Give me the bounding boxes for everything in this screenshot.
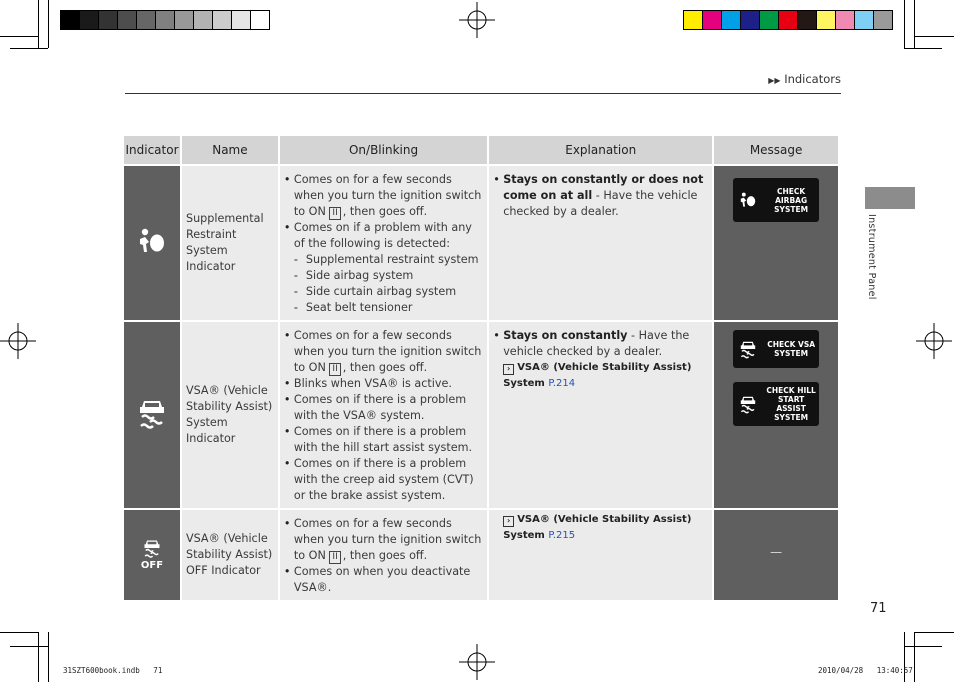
name-cell — [182, 166, 278, 320]
cross-reference[interactable]: › VSA® (Vehicle Stability Assist) System P.215 — [503, 514, 692, 541]
crop-mark — [914, 36, 954, 37]
color-swatch — [702, 10, 722, 30]
breadcrumb-arrows-icon: ▶▶ — [768, 76, 781, 85]
gray-color-bar — [60, 10, 269, 30]
list-item: • Comes on for a few seconds when you turn the ignition switch to ON II , then goes off. — [294, 516, 483, 564]
color-swatch — [816, 10, 836, 30]
color-swatch — [117, 10, 137, 30]
color-swatch — [136, 10, 156, 30]
list-item: • Blinks when VSA® is active. — [294, 376, 483, 392]
color-swatch — [854, 10, 874, 30]
explanation-cell — [489, 322, 712, 508]
color-swatch — [193, 10, 213, 30]
vsa-icon — [733, 339, 763, 359]
header-divider — [125, 93, 841, 94]
message-text: CHECK AIRBAG SYSTEM — [774, 186, 809, 214]
vsa-icon — [137, 419, 167, 432]
list-item: • Stays on constantly - Have the vehicle checked by a dealer. — [503, 328, 708, 360]
registration-mark-icon — [459, 2, 495, 38]
list-item: • Stays on constantly or does not come on at all - Have the vehicle checked by a dealer. — [503, 172, 708, 220]
message-cell — [714, 166, 838, 320]
crop-mark — [904, 0, 905, 48]
breadcrumb-label: Indicators — [784, 72, 841, 86]
message-display — [733, 330, 819, 368]
print-slug-file: 31SZT600book.indb 71 — [63, 666, 163, 675]
color-swatch — [98, 10, 118, 30]
color-swatch — [778, 10, 798, 30]
indicator-cell — [124, 166, 180, 320]
color-swatch — [60, 10, 80, 30]
table-row — [124, 322, 838, 508]
crop-mark — [38, 632, 39, 682]
name-cell — [182, 322, 278, 508]
crop-mark — [904, 48, 942, 49]
crop-mark — [914, 632, 954, 633]
off-label: OFF — [140, 559, 164, 571]
message-display — [733, 178, 819, 222]
print-slug-timestamp: 2010/04/28 13:40:57 — [818, 666, 913, 675]
ignition-key-icon: II — [329, 551, 340, 564]
list-item: - Side curtain airbag system — [306, 284, 483, 300]
list-item: - Side airbag system — [306, 268, 483, 284]
table-header-row — [124, 136, 838, 164]
crop-mark — [914, 0, 915, 48]
list-item: • Comes on if a problem with any of the following is detected: - Supplemental restraint system - Side airbag system - Side curtain airbag system - Seat belt tensioner — [294, 220, 483, 316]
list-item: • Comes on if there is a problem with the VSA® system. — [294, 392, 483, 424]
indicator-cell — [124, 322, 180, 508]
indicator-name: VSA® (Vehicle Stability Assist) OFF Indicator — [185, 532, 273, 577]
ignition-key-icon: II — [329, 207, 340, 220]
crop-mark — [0, 632, 38, 633]
ignition-key-icon: II — [329, 363, 340, 376]
message-text: CHECK HILL START ASSIST SYSTEM — [766, 386, 816, 422]
crop-mark — [914, 632, 915, 682]
table-row — [124, 510, 838, 600]
airbag-icon — [733, 191, 763, 209]
color-swatch — [797, 10, 817, 30]
vsa-icon — [733, 394, 763, 414]
indicator-name: Supplemental Restraint System Indicator — [185, 212, 264, 273]
crop-mark — [48, 0, 49, 48]
reference-arrow-icon: › — [503, 364, 514, 375]
process-color-bar — [683, 10, 892, 30]
explanation-cell — [489, 166, 712, 320]
crop-mark — [10, 646, 48, 647]
color-swatch — [721, 10, 741, 30]
crop-mark — [0, 36, 38, 37]
header-explanation: Explanation — [489, 136, 712, 164]
vsa-off-icon — [141, 538, 163, 571]
message-cell — [714, 322, 838, 508]
list-item: • Comes on if there is a problem with the hill start assist system. — [294, 424, 483, 456]
indicator-table — [122, 134, 840, 602]
crop-mark — [48, 632, 49, 682]
crop-mark — [904, 646, 942, 647]
color-swatch — [873, 10, 893, 30]
color-swatch — [212, 10, 232, 30]
explanation-cell — [489, 510, 712, 600]
crop-mark — [38, 0, 39, 48]
list-item: • Comes on if there is a problem with the creep aid system (CVT) or the brake assist system. — [294, 456, 483, 504]
header-on-blinking: On/Blinking — [280, 136, 487, 164]
color-swatch — [174, 10, 194, 30]
indicator-name: VSA® (Vehicle Stability Assist) System Indicator — [185, 384, 273, 445]
section-tab[interactable] — [865, 187, 915, 209]
message-cell — [714, 510, 838, 600]
list-item: • Comes on for a few seconds when you turn the ignition switch to ON II , then goes off. — [294, 328, 483, 376]
table-row — [124, 166, 838, 320]
color-swatch — [683, 10, 703, 30]
header-message: Message — [714, 136, 838, 164]
registration-mark-icon — [0, 323, 36, 359]
header-indicator: Indicator — [124, 136, 180, 164]
page-number: 71 — [870, 601, 887, 616]
color-swatch — [155, 10, 175, 30]
crop-mark — [10, 48, 48, 49]
message-text: CHECK VSA SYSTEM — [767, 340, 816, 358]
registration-mark-icon — [459, 644, 495, 680]
list-item: - Supplemental restraint system — [306, 252, 483, 268]
list-item: • Comes on for a few seconds when you turn the ignition switch to ON II , then goes off. — [294, 172, 483, 220]
section-tab-label: Instrument Panel — [866, 214, 877, 300]
airbag-icon — [136, 246, 168, 259]
header-name: Name — [182, 136, 278, 164]
message-display — [733, 382, 819, 426]
on-blinking-cell — [280, 322, 487, 508]
on-blinking-cell — [280, 510, 487, 600]
color-swatch — [740, 10, 760, 30]
breadcrumb[interactable] — [768, 72, 841, 86]
no-message-dash: — — [770, 545, 783, 559]
page-link[interactable]: P.214 — [548, 378, 576, 389]
on-blinking-cell — [280, 166, 487, 320]
indicator-cell — [124, 510, 180, 600]
color-swatch — [250, 10, 270, 30]
color-swatch — [231, 10, 251, 30]
list-item: • Comes on when you deactivate VSA®. — [294, 564, 483, 596]
name-cell — [182, 510, 278, 600]
list-item: - Seat belt tensioner — [306, 300, 483, 316]
registration-mark-icon — [916, 323, 952, 359]
color-swatch — [835, 10, 855, 30]
color-swatch — [759, 10, 779, 30]
page-link[interactable]: P.215 — [548, 530, 576, 541]
cross-reference[interactable]: › VSA® (Vehicle Stability Assist) System P.214 — [503, 362, 692, 389]
color-swatch — [79, 10, 99, 30]
reference-arrow-icon: › — [503, 516, 514, 527]
